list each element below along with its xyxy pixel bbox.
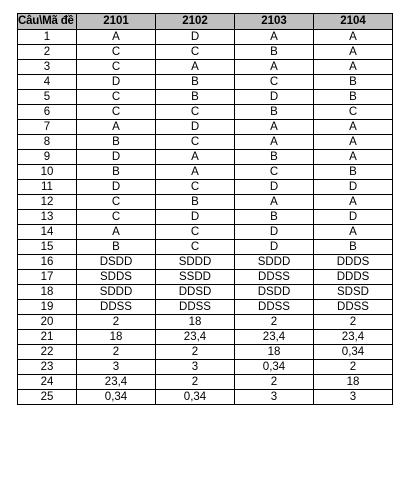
question-number-cell: 7 <box>18 120 77 135</box>
answer-cell: C <box>235 165 314 180</box>
answer-cell: C <box>77 60 156 75</box>
table-row <box>18 240 393 255</box>
answer-cell: B <box>235 150 314 165</box>
table-row <box>18 210 393 225</box>
table-row <box>18 345 393 360</box>
answer-cell: 0,34 <box>235 360 314 375</box>
answer-cell: D <box>235 225 314 240</box>
table-row <box>18 165 393 180</box>
answer-cell: 0,34 <box>77 390 156 405</box>
answer-cell: C <box>156 135 235 150</box>
answer-cell: B <box>235 45 314 60</box>
answer-cell: A <box>314 60 393 75</box>
answer-cell: C <box>156 240 235 255</box>
answer-cell: 23,4 <box>156 330 235 345</box>
code-header: 2103 <box>235 14 314 30</box>
answer-cell: 3 <box>156 360 235 375</box>
answer-cell: A <box>314 150 393 165</box>
answer-cell: 18 <box>314 375 393 390</box>
answer-cell: 2 <box>235 315 314 330</box>
question-number-cell: 9 <box>18 150 77 165</box>
answer-cell: D <box>235 240 314 255</box>
answer-cell: 18 <box>156 315 235 330</box>
table-row <box>18 270 393 285</box>
answer-cell: B <box>314 75 393 90</box>
table-row <box>18 360 393 375</box>
question-number-cell: 1 <box>18 30 77 45</box>
question-code-header: Câu\Mã đề <box>18 14 77 30</box>
question-number-cell: 6 <box>18 105 77 120</box>
answer-cell: C <box>77 210 156 225</box>
answer-cell: C <box>77 90 156 105</box>
question-number-cell: 3 <box>18 60 77 75</box>
table-body <box>18 30 393 405</box>
answer-cell: D <box>156 30 235 45</box>
answer-cell: B <box>77 165 156 180</box>
table-row <box>18 90 393 105</box>
question-number-cell: 18 <box>18 285 77 300</box>
answer-cell: A <box>156 150 235 165</box>
answer-cell: B <box>156 195 235 210</box>
answer-cell: A <box>235 195 314 210</box>
question-number-cell: 16 <box>18 255 77 270</box>
question-number-cell: 2 <box>18 45 77 60</box>
table-row <box>18 45 393 60</box>
answer-cell: A <box>235 135 314 150</box>
answer-cell: SDDD <box>77 285 156 300</box>
answer-cell: D <box>314 180 393 195</box>
answer-cell: DDSS <box>235 270 314 285</box>
question-number-cell: 20 <box>18 315 77 330</box>
answer-cell: A <box>156 165 235 180</box>
answer-cell: D <box>314 210 393 225</box>
answer-cell: D <box>235 90 314 105</box>
answer-cell: A <box>235 30 314 45</box>
question-number-cell: 21 <box>18 330 77 345</box>
answer-cell: SSDD <box>156 270 235 285</box>
answer-cell: C <box>156 180 235 195</box>
answer-cell: D <box>235 180 314 195</box>
answer-cell: A <box>314 45 393 60</box>
question-number-cell: 11 <box>18 180 77 195</box>
answer-cell: A <box>235 120 314 135</box>
answer-cell: 2 <box>235 375 314 390</box>
question-number-cell: 24 <box>18 375 77 390</box>
table-row <box>18 225 393 240</box>
question-number-cell: 22 <box>18 345 77 360</box>
table-row <box>18 75 393 90</box>
answer-cell: 18 <box>235 345 314 360</box>
answer-cell: 23,4 <box>235 330 314 345</box>
question-number-cell: 13 <box>18 210 77 225</box>
answer-cell: C <box>156 105 235 120</box>
answer-cell: D <box>156 120 235 135</box>
answer-cell: A <box>314 120 393 135</box>
answer-cell: B <box>235 210 314 225</box>
answer-cell: B <box>77 135 156 150</box>
answer-cell: B <box>235 105 314 120</box>
answer-cell: B <box>314 165 393 180</box>
question-number-cell: 8 <box>18 135 77 150</box>
answer-cell: D <box>77 150 156 165</box>
answer-cell: 2 <box>314 315 393 330</box>
table-row <box>18 390 393 405</box>
table-row <box>18 285 393 300</box>
table-row <box>18 330 393 345</box>
answer-cell: B <box>314 240 393 255</box>
answer-cell: DDSD <box>156 285 235 300</box>
question-number-cell: 12 <box>18 195 77 210</box>
answer-cell: 23,4 <box>314 330 393 345</box>
answer-cell: DSDD <box>235 285 314 300</box>
table-row <box>18 105 393 120</box>
table-row <box>18 180 393 195</box>
table-row <box>18 120 393 135</box>
question-number-cell: 19 <box>18 300 77 315</box>
answer-cell: 2 <box>156 375 235 390</box>
answer-cell: 2 <box>314 360 393 375</box>
answer-cell: B <box>156 75 235 90</box>
answer-cell: C <box>77 45 156 60</box>
answer-cell: 0,34 <box>156 390 235 405</box>
answer-cell: B <box>77 240 156 255</box>
answer-cell: DSDD <box>77 255 156 270</box>
answer-cell: SDDS <box>77 270 156 285</box>
answer-cell: A <box>235 60 314 75</box>
table-row <box>18 150 393 165</box>
answer-cell: A <box>314 225 393 240</box>
table-row <box>18 195 393 210</box>
answer-cell: C <box>77 195 156 210</box>
code-header: 2101 <box>77 14 156 30</box>
answer-cell: C <box>235 75 314 90</box>
code-header: 2102 <box>156 14 235 30</box>
answer-cell: A <box>156 60 235 75</box>
table-row <box>18 375 393 390</box>
table-row <box>18 60 393 75</box>
table-row <box>18 300 393 315</box>
header-row <box>18 14 393 30</box>
answer-cell: A <box>314 30 393 45</box>
answer-cell: SDDD <box>235 255 314 270</box>
answer-cell: B <box>156 90 235 105</box>
table-row <box>18 315 393 330</box>
answer-cell: 2 <box>156 345 235 360</box>
answer-cell: 0,34 <box>314 345 393 360</box>
answer-cell: 3 <box>235 390 314 405</box>
question-number-cell: 23 <box>18 360 77 375</box>
answer-cell: 2 <box>77 345 156 360</box>
answer-cell: B <box>314 90 393 105</box>
answer-cell: 3 <box>77 360 156 375</box>
answer-cell: D <box>77 180 156 195</box>
answer-cell: DDSS <box>235 300 314 315</box>
question-number-cell: 25 <box>18 390 77 405</box>
answer-cell: 18 <box>77 330 156 345</box>
question-number-cell: 5 <box>18 90 77 105</box>
answer-cell: DDDS <box>314 270 393 285</box>
table-row <box>18 135 393 150</box>
answer-cell: C <box>156 225 235 240</box>
answer-cell: D <box>156 210 235 225</box>
question-number-cell: 10 <box>18 165 77 180</box>
code-header: 2104 <box>314 14 393 30</box>
answer-cell: SDSD <box>314 285 393 300</box>
table-row <box>18 255 393 270</box>
answer-cell: DDSS <box>77 300 156 315</box>
answer-cell: SDDD <box>156 255 235 270</box>
question-number-cell: 14 <box>18 225 77 240</box>
answer-cell: 2 <box>77 315 156 330</box>
answer-cell: 3 <box>314 390 393 405</box>
answer-key-table <box>17 13 393 405</box>
answer-cell: A <box>77 225 156 240</box>
answer-cell: A <box>314 135 393 150</box>
answer-cell: DDDS <box>314 255 393 270</box>
answer-cell: A <box>77 120 156 135</box>
answer-cell: D <box>77 75 156 90</box>
answer-cell: C <box>77 105 156 120</box>
table-header <box>18 14 393 30</box>
answer-cell: DDSS <box>314 300 393 315</box>
question-number-cell: 4 <box>18 75 77 90</box>
answer-cell: A <box>77 30 156 45</box>
answer-cell: C <box>314 105 393 120</box>
answer-cell: C <box>156 45 235 60</box>
table-row <box>18 30 393 45</box>
answer-cell: A <box>314 195 393 210</box>
answer-cell: 23,4 <box>77 375 156 390</box>
question-number-cell: 17 <box>18 270 77 285</box>
answer-cell: DDSS <box>156 300 235 315</box>
question-number-cell: 15 <box>18 240 77 255</box>
